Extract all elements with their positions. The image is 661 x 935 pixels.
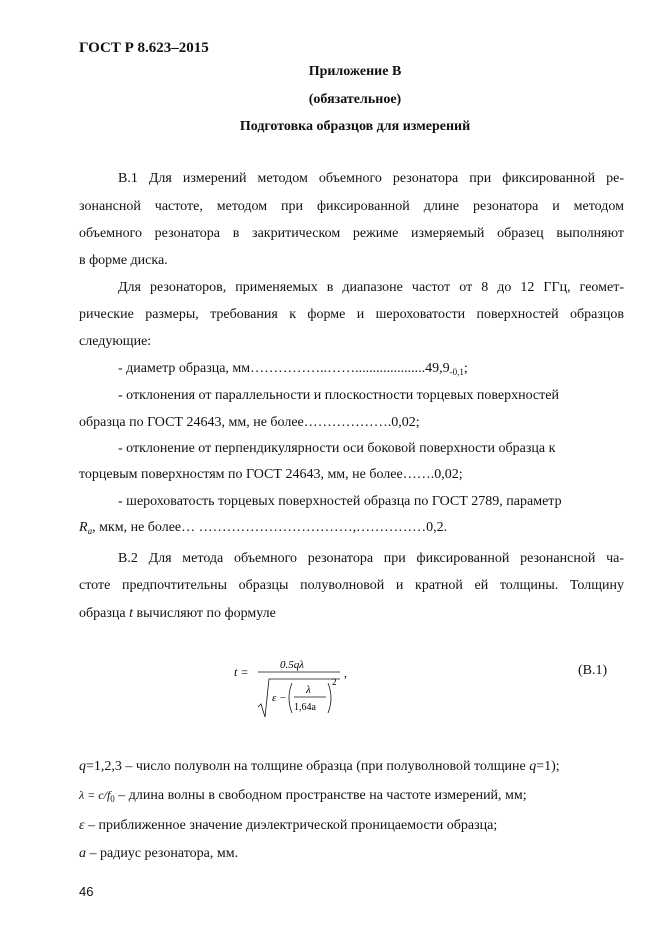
definition-q — [79, 758, 560, 776]
p1-line-3: объемного резонатора в закритическом режиме измеряемый образец выполняют — [79, 226, 624, 241]
roughness-symbol: R — [79, 520, 88, 535]
page-number: 46 — [79, 884, 94, 899]
def-eps-text: – приближенное значение диэлектрической проницаемости образца; — [84, 818, 498, 833]
p3-before: образца — [79, 606, 130, 621]
formula-inner-denominator: 1,64a — [294, 702, 316, 713]
formula-eps: ε − — [272, 692, 287, 704]
p3-symbol-t: t — [129, 606, 133, 621]
p1-line-1: В.1 Для измерений методом объемного резонатора при фиксированной ре- — [118, 171, 624, 186]
p3-line-3 — [79, 605, 276, 623]
definition-lambda — [79, 786, 527, 808]
item-parallelism-line-2: образца по ГОСТ 24643, мм, не более……………….0,02; — [79, 415, 420, 430]
formula-inner-numerator: λ — [306, 684, 311, 696]
item-perpendicularity-line-2: торцевым поверхностям по ГОСТ 24643, мм, не более…….0,02; — [79, 467, 463, 482]
def-lambda-sub: 0 — [110, 794, 115, 804]
appendix-title: Приложение В — [308, 64, 402, 79]
definition-epsilon — [79, 817, 497, 835]
definition-a — [79, 845, 238, 863]
p3-line-2: стоте предпочтительны образцы полуволновой и кратной ей толщины. Толщину — [79, 578, 624, 593]
item-roughness-line-1: - шероховатость торцевых поверхностей образца по ГОСТ 2789, параметр — [118, 494, 562, 509]
standard-header: ГОСТ Р 8.623–2015 — [79, 40, 209, 56]
formula-b1 — [232, 655, 362, 727]
item-diameter-text: - диаметр образца, мм……………..……....................49,9 — [118, 361, 450, 376]
def-eps-symbol: ε — [79, 818, 85, 833]
formula-number: (В.1) — [578, 663, 608, 678]
roughness-symbol-sub: a — [87, 526, 93, 536]
item-parallelism-line-1: - отклонения от параллельности и плоскостности торцевых поверхностей — [118, 388, 559, 403]
def-lambda-symbol: λ = c/f — [79, 788, 111, 802]
p2-line-2: рические размеры, требования к форме и шероховатости поверхностей образцов — [79, 307, 624, 322]
def-q-symbol-2: q — [529, 759, 537, 774]
p3-line-1: В.2 Для метода объемного резонатора при фиксированной резонансной ча- — [118, 551, 624, 566]
item-diameter-tolerance: -0,1 — [449, 367, 464, 377]
item-perpendicularity-line-1: - отклонение от перпендикулярности оси боковой поверхности образца к — [118, 441, 556, 456]
p1-line-4: в форме диска. — [79, 253, 168, 268]
formula-lhs: t = — [234, 665, 249, 679]
appendix-subtitle: Подготовка образцов для измерений — [239, 119, 471, 134]
appendix-status: (обязательное) — [308, 92, 402, 107]
p2-line-1: Для резонаторов, применяемых в диапазоне частот от 8 до 12 ГГц, геомет- — [118, 280, 624, 295]
def-q-symbol: q — [79, 759, 86, 774]
p2-line-3: следующие: — [79, 334, 152, 349]
def-q-tail: =1); — [536, 759, 560, 774]
item-roughness-line-2 — [79, 519, 447, 540]
formula-power: 2 — [332, 677, 337, 687]
formula-comma: , — [344, 666, 347, 680]
item-diameter-tail: ; — [463, 361, 468, 376]
p3-after: вычисляют по формуле — [132, 606, 276, 621]
def-q-text: =1,2,3 – число полуволн на толщине образца (при полуволновой толщине — [86, 759, 530, 774]
p1-line-2: зонансной частоте, методом при фиксированной длине резонатора и методом — [79, 199, 624, 214]
def-a-symbol: a — [79, 846, 86, 861]
formula-numerator: 0.5qλ — [280, 659, 305, 671]
def-a-text: – радиус резонатора, мм. — [86, 846, 239, 861]
roughness-value: , мкм, не более… ……………………………,……………0,2. — [92, 520, 448, 535]
item-diameter — [118, 360, 468, 381]
def-lambda-text: – длина волны в свободном пространстве на частоте измерений, мм; — [114, 788, 527, 803]
